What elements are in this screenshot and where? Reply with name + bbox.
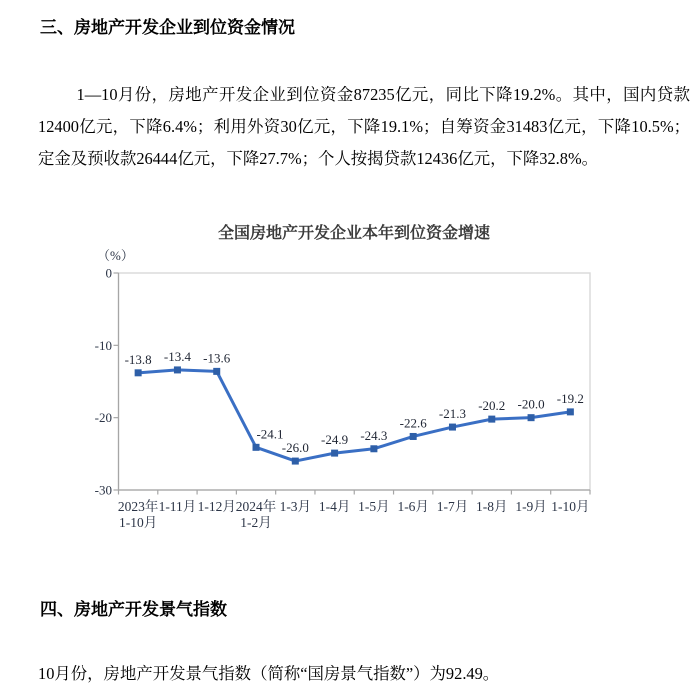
y-axis-label: -20 [94, 410, 112, 426]
data-point-marker [410, 433, 417, 440]
chart-canvas [0, 215, 700, 545]
x-axis-label: 1-8月 [476, 499, 508, 514]
data-point-marker [488, 416, 495, 423]
y-axis-label: -30 [94, 482, 112, 498]
x-axis-label: 1-11月 [158, 499, 197, 514]
data-point-label: -24.3 [360, 427, 388, 443]
chart-title: 全国房地产开发企业本年到位资金增速 [217, 225, 490, 242]
data-point-label: -13.6 [203, 350, 231, 366]
x-axis-label: 2024年 [235, 499, 277, 514]
x-axis-label: 1-5月 [358, 499, 390, 514]
data-point-label: -21.3 [438, 406, 467, 422]
data-point-label: -13.8 [124, 351, 152, 367]
data-point-marker [567, 408, 574, 415]
data-point-label: -20.2 [478, 398, 506, 414]
section4-paragraph: 10月份，房地产开发景气指数（简称“国房景气指数”）为92.49。 [38, 664, 500, 683]
data-point-marker [213, 368, 220, 375]
data-point-label: -24.9 [321, 432, 349, 448]
x-axis-label: 1-10月 [119, 515, 158, 530]
data-point-marker [449, 424, 456, 431]
x-axis-label: 1-10月 [551, 499, 590, 514]
section3-heading: 三、房地产开发企业到位资金情况 [40, 18, 295, 37]
data-point-label: -19.2 [556, 390, 584, 406]
y-axis-label: -10 [94, 337, 112, 353]
x-axis-label: 1-7月 [436, 499, 469, 514]
data-point-label: -22.6 [399, 415, 427, 431]
data-point-label: -26.0 [281, 440, 309, 456]
x-axis-label: 1-12月 [197, 499, 236, 514]
x-axis-label: 1-2月 [240, 515, 272, 530]
x-axis-label: 1-3月 [279, 499, 312, 514]
data-point-marker [370, 445, 377, 452]
data-point-label: -13.4 [163, 348, 191, 364]
data-point-marker [174, 366, 181, 373]
x-axis-label: 1-9月 [515, 499, 547, 514]
data-point-marker [331, 450, 338, 457]
section4-heading: 四、房地产开发景气指数 [40, 600, 227, 619]
data-point-marker [253, 444, 260, 451]
y-axis-label: 0 [105, 265, 112, 281]
y-axis-unit-label: （%） [97, 248, 134, 263]
x-axis-label: 1-6月 [397, 499, 429, 514]
section3-paragraph: 1—10月份，房地产开发企业到位资金87235亿元，同比下降19.2%。其中，国内贷款12400亿元，下降6.4%；利用外资30亿元，下降19.1%；自筹资金31483亿元，下降10.5%；定金及预收款26444亿元，下降27.7%；个人按揭贷款12436亿元，下降32.8%。 [38, 85, 690, 168]
data-point-marker [292, 458, 299, 465]
plot-border [119, 273, 591, 490]
series-line [138, 370, 570, 461]
data-point-marker [528, 414, 535, 421]
data-point-label: -20.0 [517, 396, 545, 412]
x-axis-label: 2023年 [117, 499, 159, 514]
x-axis-label: 1-4月 [318, 499, 351, 514]
data-point-label: -24.1 [256, 426, 284, 442]
data-point-marker [135, 369, 142, 376]
